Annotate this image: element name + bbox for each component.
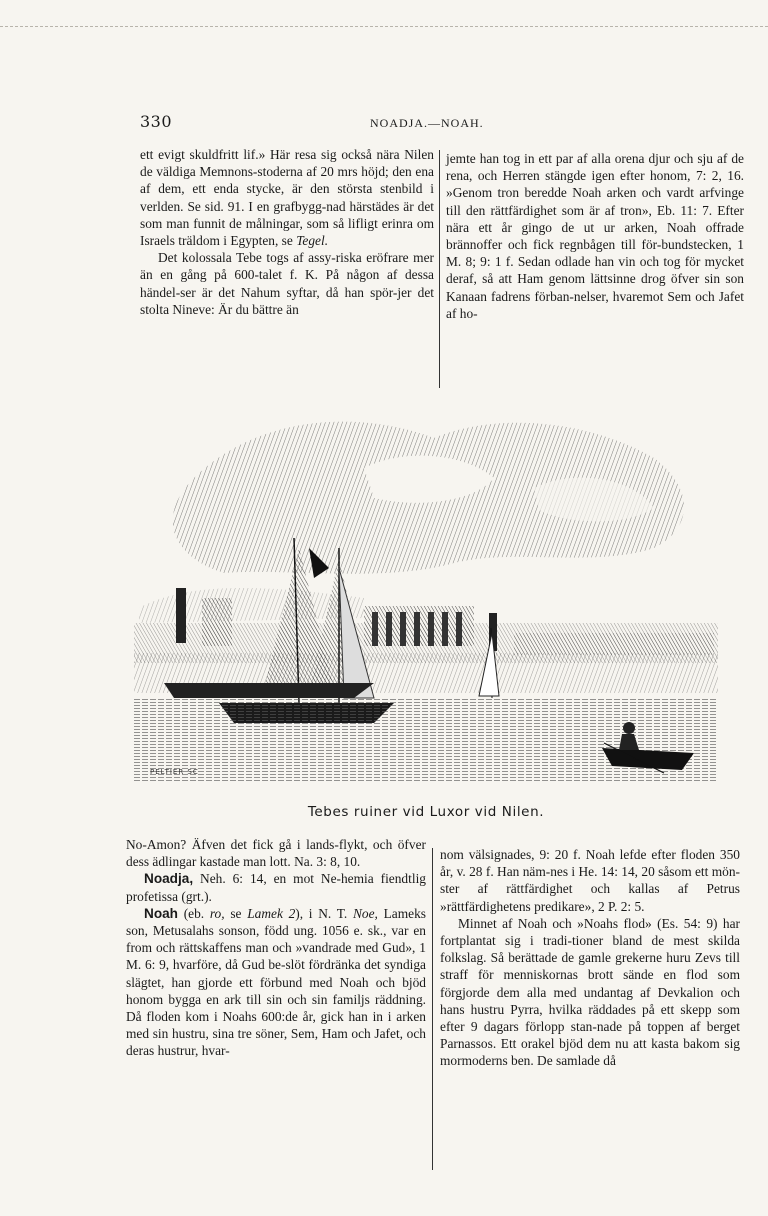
text-run: Lameks son, Metusalahs sonson, född ung. 1056 e. sk., var en from och rättskaffens man och »vandrade med Gud», 1 M. 6: 9, hvarföre, då Gud be-slöt fördränka det syndiga slägtet, han gjorde ett förbund med Noah och bjöd honom bygga en ark till sin och sin familjs räddning. Då floden kom i Noahs 600:de år, gick han in i arken med sin hustru, sina tre söner, Sem, Ham och Jafet, och deras hustrur, hvar- <box>126 905 426 1059</box>
text-run: ), i N. T. <box>295 905 353 921</box>
text-run: ett evigt skuldfritt lif.» Här resa sig också nära Nilen de väldiga Memnons-stoderna af 20 mrs höjd; den ena af dem, ett enda stycke, är den största stenbild i verlden. Se sid. 91. I en grafbygg-nad härstädes är det som man funnit de målningar, som så lifligt erinra om Israels träldom i Egypten, se <box>140 147 434 249</box>
headword: Noah <box>144 905 178 921</box>
cross-reference: Lamek 2 <box>247 905 296 921</box>
sky-clouds <box>139 422 684 623</box>
page-number: 330 <box>140 112 173 131</box>
scan-edge-line <box>0 26 768 28</box>
running-head: NOADJA.—NOAH. <box>370 116 484 130</box>
column-divider <box>432 848 433 1170</box>
column-bottom-left <box>126 836 426 1060</box>
greek-gloss: Noe, <box>352 905 378 921</box>
paragraph: No-Amon? Äfven det fick gå i lands-flykt, och öfver dess ädlingar kastade man lott. Na. 3: 8, 10. <box>126 837 426 870</box>
column-top-right <box>446 150 744 322</box>
headword: Noadja, <box>144 871 194 887</box>
paragraph <box>140 146 434 249</box>
text-run: se <box>224 905 248 921</box>
ruins-shoreline <box>134 588 718 693</box>
illustration-caption: Tebes ruiner vid Luxor vid Nilen. <box>307 804 545 820</box>
cross-reference: Tegel. <box>296 233 329 249</box>
paragraph: Minnet af Noah och »Noahs flod» (Es. 54: 9) har fortplantat sig i tradi-tioner bland de mest skilda folkslag. Så berättade de gamle grekerne huru Zevs till straff för menniskornas brott sände en flod som förgjorde dem alla med undantag af Devkalion och hans hustru Pyrra, hvilka räddades på ett skepp som efter 9 dagars förlopp stan-nade på toppen af berget Parnassos. Ett orakel bjöd dem nu att kasta bakom sig mormoderns ben. De samlade då <box>440 915 740 1069</box>
paragraph: nom välsignades, 9: 20 f. Noah lefde efter floden 350 år, v. 28 f. Han näm-nes i He. 14: 14, 20 såsom ett mön-ster af rättfärdighet och kallas af Petrus »rättfärdighetens predikare», 2 P. 2: 5. <box>440 847 740 914</box>
paragraph: jemte han tog in ett par af alla orena djur och sju af de rena, och Herren stängde igen efter honom, 7: 2, 16. »Genom tron beredde Noah arken och vardt arfvinge till den rättfärdighet som är af tron», Eb. 11: 7. Efter nära ett år gingo de ut ur arken, Noah offrade brännoffer och fick regnbågen till för-bundstecken, 1 M. 8; 9: 1 f. Sedan odlade han vin och tog för mycket deraf, så att Ham genom lättsinne drog öfver sin son Kanaan fadrens förban-nelser, hvaremot Sem och Jafet af ho- <box>446 151 744 321</box>
paragraph: Det kolossala Tebe togs af assy-riska eröfrare mer än en gång på 600-talet f. K. På någon af dessa händel-ser är det Nahum syftar, då han spör-jer det stolta Nineve: Är du bättre än <box>140 250 434 317</box>
entry-noadja <box>126 870 426 904</box>
text-run: Neh. 6: 14, en mot Ne-hemia fiendtlig profetissa (grt.). <box>126 871 426 904</box>
column-divider <box>439 150 440 388</box>
engraving-illustration <box>134 398 718 796</box>
hebrew-gloss: ro, <box>209 905 225 921</box>
entry-noah <box>126 905 426 1060</box>
column-bottom-right <box>440 846 740 1070</box>
engraver-signature: PELTIER SC <box>150 768 199 776</box>
column-top-left <box>140 146 434 318</box>
page-header <box>140 112 740 134</box>
text-run: (eb. <box>177 905 210 921</box>
